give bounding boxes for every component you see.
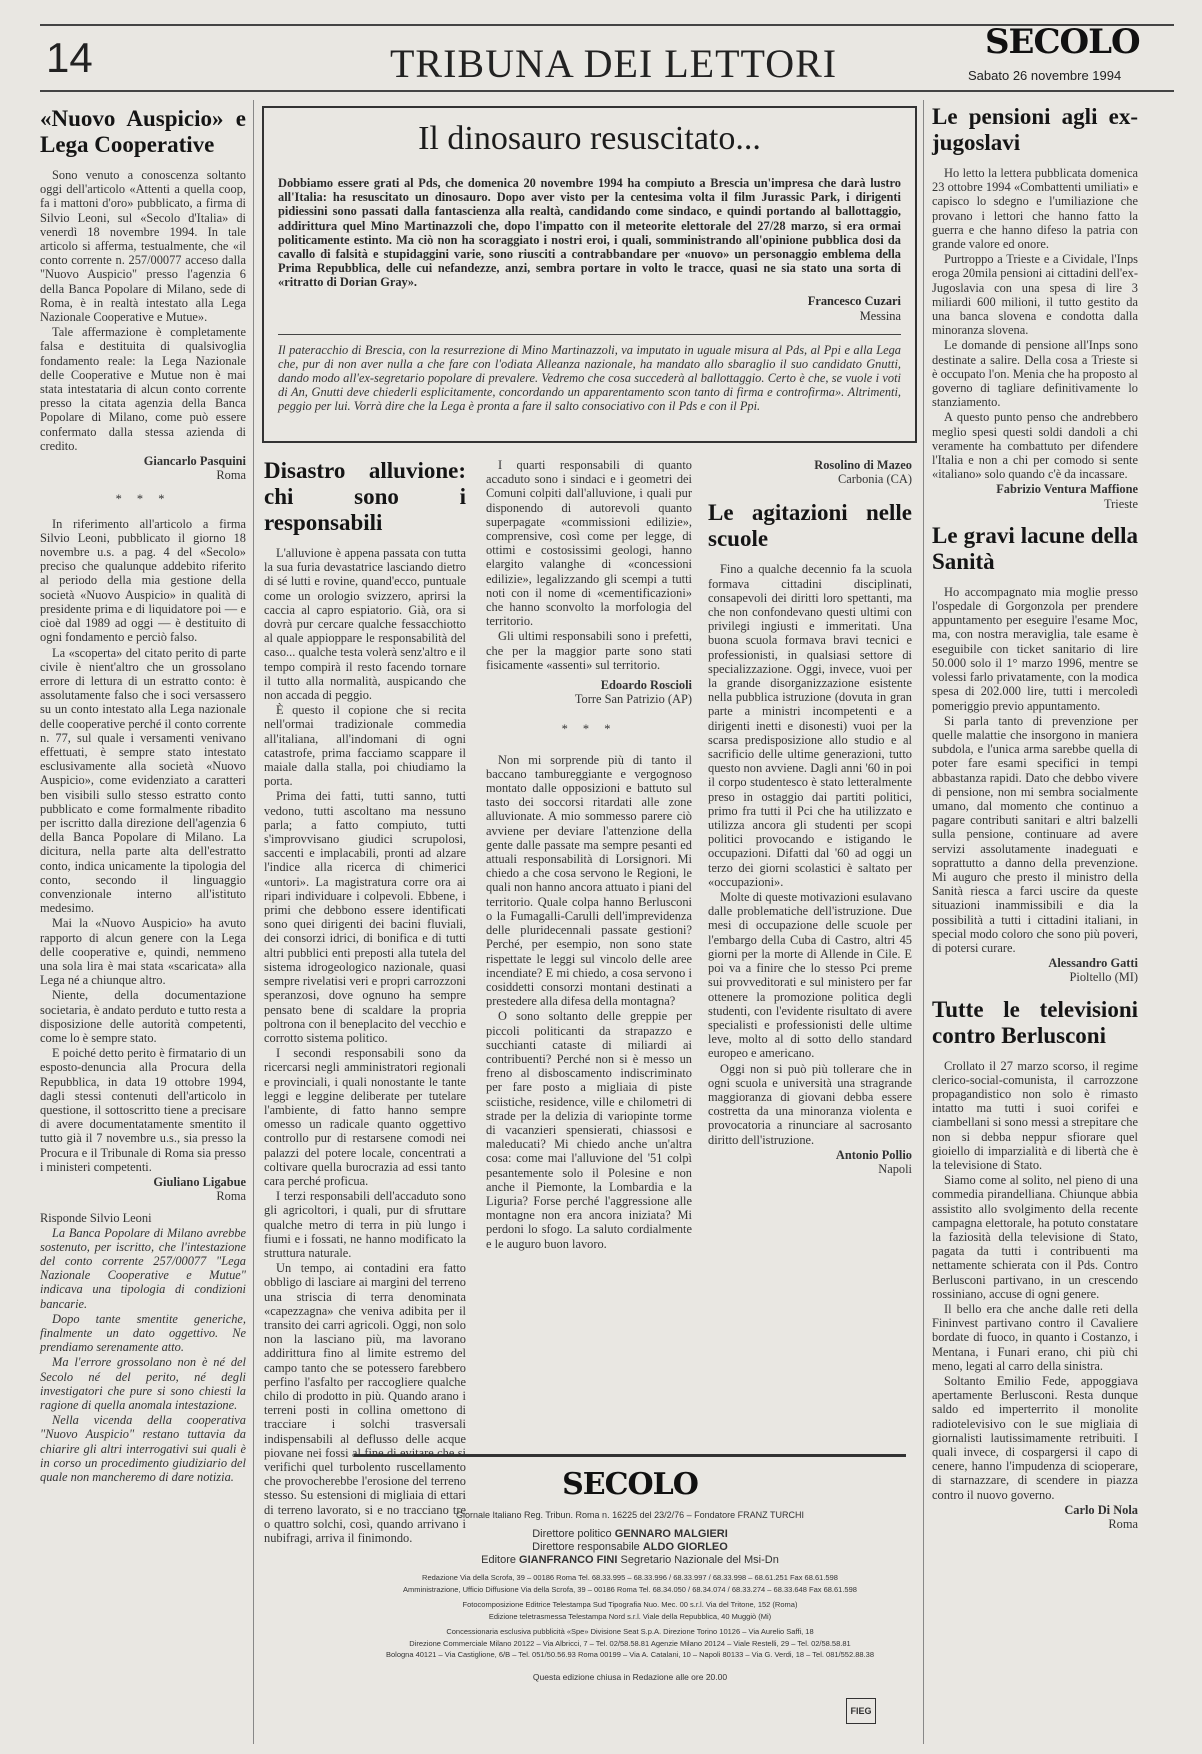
headline: Tutte le televisioni contro Berlusconi: [932, 996, 1138, 1048]
signature-place: Trieste: [1104, 496, 1138, 511]
paragraph: Tale affermazione è completamente falsa e destituita di qualsivoglia fondamento reale: la Lega Nazionale delle Cooperative e Mutue non è mai stata intestataria di alcun conto corrente presso la citata agenzia della Banca Popolare di Milano, come può essere confermato dalla stessa azienda di credito.: [40, 325, 246, 453]
headline: Le gravi lacune della Sanità: [932, 522, 1138, 574]
featured-signature: Francesco Cuzari: [807, 293, 901, 308]
name: GENNARO MALGIERI: [614, 1528, 728, 1540]
headline: Disastro alluvione: chi sono i responsabili: [264, 458, 466, 535]
paragraph: E poiché detto perito è firmatario di un esposto-denuncia alla Procura della Repubblica, in data 19 ottobre 1994, dagli stessi contenuti dell'articolo in questione, il sottoscritto tiene a precisare di avere documentatamente smentito il tutto già il 7 novembre u.s., sia presso la Procura e il Tribunale di Roma sia presso i ministeri competenti.: [40, 1046, 246, 1174]
administration: Amministrazione, Ufficio Diffusione Via della Scrofa, 39 – 00186 Roma Tel. 68.34.050 / 68.34.074 / 68.33.274 – 68.33.648 Fax 68.61.598: [403, 1584, 857, 1594]
branch-offices: Bologna 40121 – Via Castiglione, 6/B – Tel. 051/50.56.93 Roma 00199 – Via A. Catalani, 10 – Napoli 80133 – Via G. Verdi, 18 – Tel. 081/552.88.38: [385, 1650, 874, 1659]
label: Direttore politico: [532, 1528, 612, 1540]
paragraph: In riferimento all'articolo a firma Silvio Leoni, pubblicato il giorno 18 novembre u.s. a pag. 4 del «Secolo» preciso che qualunque addebito riferito al periodo della mia gestione della società «Nuovo Auspicio» in qualità di presidente prima e di liquidatore poi — e cioè dal 1989 ad oggi — è destituito di ogni fondamento e perciò falso.: [40, 516, 246, 645]
closing-note: Questa edizione chiusa in Redazione alle ore 20.00: [532, 1671, 728, 1682]
paragraph: Purtroppo a Trieste e a Cividale, l'Inps eroga 20mila pensioni ai cittadini dell'ex-Jugoslavia con una spesa di lire 3 miliardi 600 milioni, il tutto gestito da una banca slovena e condotta dalla minoranza slovena.: [932, 252, 1138, 338]
headline: Le agitazioni nelle scuole: [708, 500, 912, 552]
paragraph: Crollato il 27 marzo scorso, il regime clerico-social-comunista, il carrozzone propagandistico non solo è rimasto intatto ma tutti i suoi corifei e ciambellani si sono messi a strepitare che non si debba neppur sfiorare quel gioiello di imparzialità e di libertà che è la televisione di Stato.: [932, 1058, 1138, 1172]
signature: Edoardo Roscioli: [600, 678, 692, 693]
paragraph: Molte di queste motivazioni esulavano dalle problematiche dell'istruzione. Due mesi di occupazione delle scuole per l'embargo della Cuba di Castro, altri 45 giorni per la morte di Allende in Cile. E poi va a finire che lo stesso Pci preme sui provveditorati e sul ministero per far ottenere la promozione politica degli studenti, con l'evidente risultato di avere specialisti e professionisti delle ultime leve, molto al di sotto dello standard europeo e americano.: [708, 890, 913, 1061]
column-rule: [253, 100, 254, 1744]
paragraph: A questo punto penso che andrebbero meglio spesi questi soldi dandoli a chi veramente ha combattuto per difendere l'Italia e non a chi per comodo si sente «italiano» solo quando c'è da incassare.: [932, 410, 1138, 482]
registration-line: Giornale Italiano Reg. Tribun. Roma n. 16225 del 23/2/76 – Fondatore FRANZ TURCHI: [455, 1510, 804, 1520]
featured-place: Messina: [859, 308, 901, 323]
paragraph: I quarti responsabili di quanto accaduto sono i sindaci e i geometri dei Comuni colpiti dall'alluvione, i quali pur disponendo di autorevoli quanto superpagate «commissioni edilizie», comprensive, così come per legge, di ottimi e costosissimi geologi, hanno elargito valanghe di «concessioni edilizie», legalizzando gli scempi a tutti noti con il nome di «cementificazioni» che hanno sconvolto la morfologia del territorio.: [486, 458, 692, 629]
paragraph: I secondi responsabili sono da ricercarsi negli amministratori regionali e provinciali, i quali nonostante le tante leggi e leggine deliberate per tutelare l'ambiente, di fatto hanno sempre omesso un radicale quanto oggettivo controllo pur di restarsene comodi nei palazzi del potere locale, concentrati a coltivare quella burocrazia ad essi tanto cara perché proficua.: [264, 1046, 466, 1188]
letter-scuole: [708, 458, 912, 1458]
typesetting: Fotocomposizione Editrice Telestampa Sud Tipografia Nuo. Mec. 00 s.r.l. Via del Tritone, 152 (Roma): [462, 1600, 798, 1609]
colophon-logo: SECOLO: [562, 1467, 698, 1502]
reply-intro: Risponde Silvio Leoni: [40, 1211, 152, 1226]
paragraph: O sono soltanto delle greppie per piccoli politicanti da strapazzo e succhianti cataste di miliardi ai contribuenti? Perché non si è messo un freno al disboscamento indiscriminato per fare posto a migliaia di piste sciistiche, residence, ville e chilometri di strade per la delizia di variopinte torme di vacanzieri spensierati, chiassosi e maleducati? Mi chiedo anche un'altra cosa: come mai l'alluvione del '51 colpì pesantemente solo il Polesine e non anche il Piemonte, la Lombardia e la Liguria? Forse perché l'aggressione alle montagne non era ancora iniziata? Mi perdoni lo sfogo. La saluto cordialmente e le auguro buon lavoro.: [486, 1009, 692, 1251]
featured-body: Dobbiamo essere grati al Pds, che domenica 20 novembre 1994 ha compiuto a Brescia un'impresa che darà lustro all'Italia: ha resuscitato un dinosauro. Dopo aver visto per la centesima volta il film Jurassic Park, i dirigenti pidiessini sono passati dalla fantascienza alla realtà, candidando come sindaco, e quindi portando al ballottaggio, addirittura quel Mino Martinazzoli che, dopo l'impatto con il meteorite elettorale del 27/28 marzo, si era ormai politicamente estinto. Ma ciò non ha scoraggiato i nostri eroi, i quali, somministrando all'opinione pubblica dosi da cavallo di falsità e stupidaggini varie, sono riusciti a contrabbandare per «nuovo» un personaggio emblema della Prima Repubblica, delle cui nefandezze, anzi, sembra portare in volto le tracce, quasi ne sia stato una sorta di «ritratto di Dorian Gray».: [278, 176, 901, 290]
signature: Giuliano Ligabue: [153, 1175, 246, 1190]
paragraph: Ho accompagnato mia moglie presso l'ospedale di Gorgonzola per prendere appuntamento per eseguire l'esame Moc, ma, con nostra meraviglia, tale esame è eseguibile con ticket sanitario di lire 50.000 solo il 1° marzo 1996, mentre se volessi farlo privatamente, con la modica spesa di 202.000 lire, tutti i mercoledì pomeriggio previo appuntamento.: [932, 584, 1138, 713]
paragraph: Niente, della documentazione societaria, è andato perduto e tutto resta a disposizione delle autorità competenti, come lo è sempre stato.: [40, 988, 246, 1045]
director-responsible: [354, 1541, 906, 1554]
paragraph: Soltanto Emilio Fede, appoggiava apertamente Berlusconi. Resta dunque saldo ed imperterrito il monolite radiotelevisivo con le sue migliaia di giornalisti lautissimamente retribuiti. I quali invece, di cospargersi il capo di cenere, hanno l'impudenza di scioperare, di starnazzare, di scendere in piazza contro il nuovo governo.: [932, 1374, 1138, 1502]
signature-place: Pioltello (MI): [1069, 970, 1138, 985]
label: Editore: [481, 1554, 516, 1566]
paragraph: I terzi responsabili dell'accaduto sono gli agricoltori, i quali, pur di sfruttare qualche metro di terra in più lungo i fiumi e i fossati, ne hanno modificato la struttura naturale.: [264, 1189, 466, 1260]
separator-stars: * * *: [561, 722, 617, 737]
signature: Giancarlo Pasquini: [143, 454, 246, 469]
paragraph: Si parla tanto di prevenzione per quelle malattie che insorgono in maniera subdola, e l'unica arma sarebbe quella di poter fare esami specifici in tempi abbastanza rapidi. Dato che debbo vivere di pensione, non mi sembra socialmente umano, dal momento che continuo a pagare contributi sanitari e altri balzelli sulla pensione, continuare ad avere servizi assolutamente inadeguati e soprattutto a danno della prevenzione. Mi auguro che presto il ministro della Sanità riesca a farci uscire da queste situazioni inammissibili e dia la possibilità a tutti i cittadini italiani, in special modo coloro che sono più poveri, di potersi curare.: [932, 713, 1138, 955]
section-title: TRIBUNA DEI LETTORI: [390, 41, 838, 86]
signature-place: Napoli: [878, 1161, 912, 1176]
paragraph: L'alluvione è appena passata con tutta la sua furia devastatrice lasciando dietro di sé lutti e rovine, quand'ecco, puntuale come un orologio svizzero, aprirsi la caccia al capro espiatorio. Già, ora si dovrà pur cercare qualche fessacchiotto al quale appioppare le responsabilità del caso... qualche testa volerà senz'altro e il tempo compirà il resto facendo tornare il tutto alla normalità, auspicando che non accada di peggio.: [264, 546, 466, 703]
paragraph: La «scoperta» del citato perito di parte civile è nient'altro che un grossolano errore di lettura di un estratto conto: è assolutamente falso che i soci versassero su un conto intestato alla Lega nazionale delle cooperative perché il conto corrente n. 77, sul quale i versamenti venivano effettuati, è sempre stato intestato esclusivamente alla società «Nuovo Auspicio», come evidenziato a caratteri ben visibili sullo stesso estratto conto pubblicato e come formalmente ribadito per iscritto dalla direzione dell'agenzia 6 della Banca Popolare di Milano. La dicitura, nella parte alta dell'estratto conto, indica unicamente la tipologia del conto, secondo il linguaggio convenzionale interno all'istituto medesimo.: [40, 645, 246, 916]
paragraph: Siamo come al solito, nel pieno di una commedia pirandelliana. Chiunque abbia assistito allo svolgimento della recente campagna elettorale, ha potuto constatare la faziosità della televisione di Stato, pagata da tutti i contribuenti ma nettamente schierata con il Pds. Contro Berlusconi partivano, in un crescendo rossiniano, accuse di ogni genere.: [932, 1173, 1138, 1301]
signature-place: Carbonia (CA): [838, 472, 912, 487]
paragraph: Sono venuto a conoscenza soltanto oggi dell'articolo «Attenti a quella coop, fa i mattoni d'oro» pubblicato, a firma di Silvio Leoni, sul «Secolo d'Italia» di venerdì 18 novembre 1994. In tale articolo si afferma, testualmente, che «il conto corrente n. 257/00077 acceso dalla "Nuovo Auspicio" presso l'agenzia 6 della Banca Popolare di Milano, sede di Roma, è in realtà intestato alla Lega Nazionale Cooperative e Mutue».: [40, 168, 246, 325]
paragraph: Fino a qualche decennio fa la scuola formava cittadini disciplinati, consapevoli dei diritti loro spettanti, ma che non confondevano questi ultimi con privilegi ingiusti e immeritati. Una buona scuola formava bravi tecnici e professionisti, in qualsiasi settore di specializzazione. Oggi, invece, vuoi per la grande disorganizzazione esistente nella pubblica istruzione (dovuta in gran parte a ministri incompetenti e a dirigenti inetti e disonesti) vuoi per la scarsa predisposizione allo studio e al sacrificio delle ultime generazioni, tutto questo non avviene. Dagli anni '60 in poi il corpo studentesco è stato letteralmente preso in ostaggio dai partiti politici, primo fra tutti il Pci che ha utilizzato e utilizza ancora gli studenti per scopi politici provocando e istigando le occupazioni. Difatti dal '60 ad oggi un terzo dei giorni scolastici è saltato per «occupazioni».: [708, 562, 912, 889]
paragraph: Ho letto la lettera pubblicata domenica 23 ottobre 1994 «Combattenti umiliati» e capisco lo sdegno e l'umiliazione che provano i lettori che hanno fatto la guerra e che hanno difeso la patria con grande valore ed onore.: [932, 166, 1138, 252]
reply-paragraph: La Banca Popolare di Milano avrebbe sostenuto, per iscritto, che l'intestazione del conto corrente 257/00077 "Lega Nazionale Cooperative e Mutue" indicava una tipologia di condizioni bancarie.: [40, 1225, 246, 1311]
paragraph: Un tempo, ai contadini era fatto obbligo di lasciare ai margini del terreno una striscia di terra denominata «capezzagna» che veniva adibita per il transito dei carri agricoli. Oggi, non solo non la lasciano più, ma lavorano addirittura fino al limite estremo del campo tanto che se potessero farebbero perfino l'asfalto per raccogliere qualche chilo di prodotto in più. Quando arano i terreni posti in collina omettono di tracciare i solchi trasversali indispensabili al deflusso delle acque piovane nei fossi al fine di evitare che si verifichi quel turbolento ruscellamento che provocherebbe l'erosione del terreno stesso. Su estensioni di migliaia di ettari di terreno lavorato, si e no tracciano tre o quattro solchi, così, quando arrivano i nubifragi, arriva il finimondo.: [264, 1261, 466, 1546]
paragraph: Mai la «Nuovo Auspicio» ha avuto rapporto di alcun genere con la Lega delle cooperative e, quindi, nemmeno una sola lira è mai stata «scaricata» alla Lega né a chiunque altro.: [40, 916, 246, 988]
signature: Rosolino di Mazeo: [814, 458, 912, 472]
role: Segretario Nazionale del Msi-Dn: [620, 1554, 779, 1566]
publisher: [354, 1554, 906, 1567]
column-rule: [923, 100, 924, 1744]
reply-paragraph: Nella vicenda della cooperativa "Nuovo Auspicio" restano tuttavia da chiarire gli altri interrogativi sui quali è in corso un procedimento giudiziario del quale non mancheremo di dare notizia.: [40, 1413, 246, 1485]
commercial-office: Direzione Commerciale Milano 20122 – Via Albricci, 7 – Tel. 02/58.58.81 Agenzie Milano 20124 – Viale Restelli, 29 – Tel. 02/58.58.81: [409, 1638, 851, 1648]
headline: Le pensioni agli ex-jugoslavi: [932, 104, 1138, 155]
featured-letter-box: [262, 106, 917, 443]
separator-stars: * * *: [115, 492, 171, 507]
signature: Carlo Di Nola: [1064, 1502, 1138, 1517]
letter-alluvione-part1: [264, 458, 466, 1546]
paragraph: Oggi non si può più tollerare che in ogni scuola e università una stragrande maggioranza di giovani debba essere costretta da una minoranza violenta e provocatoria a rinunciare al sacrosanto diritto dell'istruzione.: [708, 1061, 912, 1147]
director-political: [354, 1528, 906, 1541]
signature-place: Roma: [1108, 1517, 1138, 1532]
featured-divider: [278, 334, 901, 335]
signature: Fabrizio Ventura Maffione: [996, 482, 1138, 497]
issue-date: Sabato 26 novembre 1994: [968, 68, 1122, 83]
paragraph: Il bello era che anche dalle reti della Fininvest partivano contro il Cavaliere bordate di fuoco, in quanto i Costanzo, i Mentana, i Funari erano, chi più chi meno, legati al carro della sinistra.: [932, 1302, 1138, 1373]
colophon: [354, 1454, 906, 1744]
name: GIANFRANCO FINI: [519, 1554, 618, 1566]
letter-nuovo-auspicio: [40, 106, 246, 1746]
edition: Edizione teletrasmessa Telestampa Nord s.r.l. Viale della Repubblica, 40 Muggiò (Mi): [488, 1611, 772, 1621]
paragraph: Prima dei fatti, tutti sanno, tutti vedono, tutti ascoltano ma nessuno parla; a fatto compiuto, tutti s'improvvisano giudici scrupolosi, saccenti e implacabili, pronti ad alzare l'indice alla ricerca di chimerici «untori». La magistratura corre ora ai ripari individuare i colpevoli. Ebbene, i primi che debbono essere identificati sono quei dirigenti dei bacini fluviali, dei consorzi idrici, di bonifica e di tutti altri pubblici enti preposti alla tutela del sistema idrogeologico nazionale, quasi sempre rivelatisi veri e propri carrozzoni speranzosi, dove ognuno ha sempre pensato bene di scaldare la propria poltrona con il beneplacito del vecchio e corrotto sistema politico.: [264, 789, 466, 1045]
signature-place: Roma: [216, 468, 246, 483]
reply-paragraph: Dopo tante smentite generiche, finalmente un dato oggettivo. Ne prendiamo serenamente atto.: [40, 1311, 246, 1355]
signature: Antonio Pollio: [835, 1147, 912, 1162]
advertising-agent: Concessionaria esclusiva pubblicità «Spe» Divisione Seat S.p.A. Direzione Torino 10126 – Via Aurelio Saffi, 18: [446, 1627, 814, 1636]
headline: «Nuovo Auspicio» e Lega Cooperative: [40, 106, 246, 157]
editorial-office: Redazione Via della Scrofa, 39 – 00186 Roma Tel. 68.33.995 – 68.33.996 / 68.33.997 / 68.33.998 – 68.61.251 Fax 68.61.598: [422, 1573, 838, 1582]
name: ALDO GIORLEO: [642, 1541, 728, 1553]
signature: Alessandro Gatti: [1048, 956, 1138, 971]
featured-reply: Il pateracchio di Brescia, con la resurrezione di Mino Martinazzoli, va imputato in uguale misura al Pds, al Ppi e alla Lega che, pur di non aver nulla a che fare con l'odiata Alleanza nazionale, ha mandato allo sbaraglio il suo candidato Gnutti, dando modo all'ex-segretario popolare di prevalere. Vedremo che cosa succederà al ballottaggio. Certo è che, se vuole i voti di An, Gnutti deve chiederli esplicitamente, concordando un apparentamento scon tanto di firma e controfirma». Altrimenti, peggio per lui. Vorrà dire che la Lega è pronta a fare il salto consociativo con il Pds e con il Ppi.: [278, 342, 901, 414]
masthead-logo: SECOLO: [985, 22, 1140, 62]
featured-title: Il dinosauro resuscitato...: [418, 120, 761, 157]
page-number: 14: [46, 34, 93, 81]
paragraph: È questo il copione che si recita nell'ormai tradizionale commedia all'italiana, all'indomani di ogni catastrofe, prima facciamo scappare il maiale dalla stalla, poi chiudiamo la porta.: [264, 703, 466, 789]
paragraph: Non mi sorprende più di tanto il baccano tambureggiante e vergognoso montato dalle opposizioni e battuto sul tasto dei soccorsi ritardati alle zone alluvionate. A mio sommesso parere ciò avviene per deviare l'attenzione della gente dalle passate ma sempre pesanti ed attuali responsabilità di Lorsignori. Mi chiedo a che cosa servono le Regioni, le quali non hanno ancora attuato i piani del territorio. Quale colpa hanno Berlusconi o la Fumagalli-Carulli dell'imprevidenza delle pluridecennali passate gestioni? Perché, per esempio, non sono state rispettate le leggi sul vincolo delle aree incendiate? E mi chiedo, a cosa servono i cosiddetti consorzi montani destinati a prestedere alla difesa della montagna?: [486, 752, 692, 1009]
signature-place: Roma: [216, 1189, 246, 1204]
fieg-logo: FIEG: [846, 1698, 876, 1724]
right-column: [932, 104, 1138, 1744]
paragraph: Le domande di pensione all'Inps sono destinate a salire. Della cosa a Trieste si è occupato l'on. Menia che ha proposto al governo di tagliare definitivamente lo stanziamento.: [932, 338, 1138, 410]
signature-place: Torre San Patrizio (AP): [574, 692, 692, 707]
header-bottom-rule: [40, 90, 1174, 92]
reply-paragraph: Ma l'errore grossolano non è né del Secolo né del perito, né degli investigatori che pure si sono chiesti la ragione di quella anomala intestazione.: [40, 1355, 246, 1413]
label: Direttore responsabile: [532, 1541, 640, 1553]
letter-alluvione-part2: [486, 458, 692, 1458]
paragraph: Gli ultimi responsabili sono i prefetti, che per la maggior parte sono stati fisicamente «assenti» sul territorio.: [486, 629, 692, 672]
